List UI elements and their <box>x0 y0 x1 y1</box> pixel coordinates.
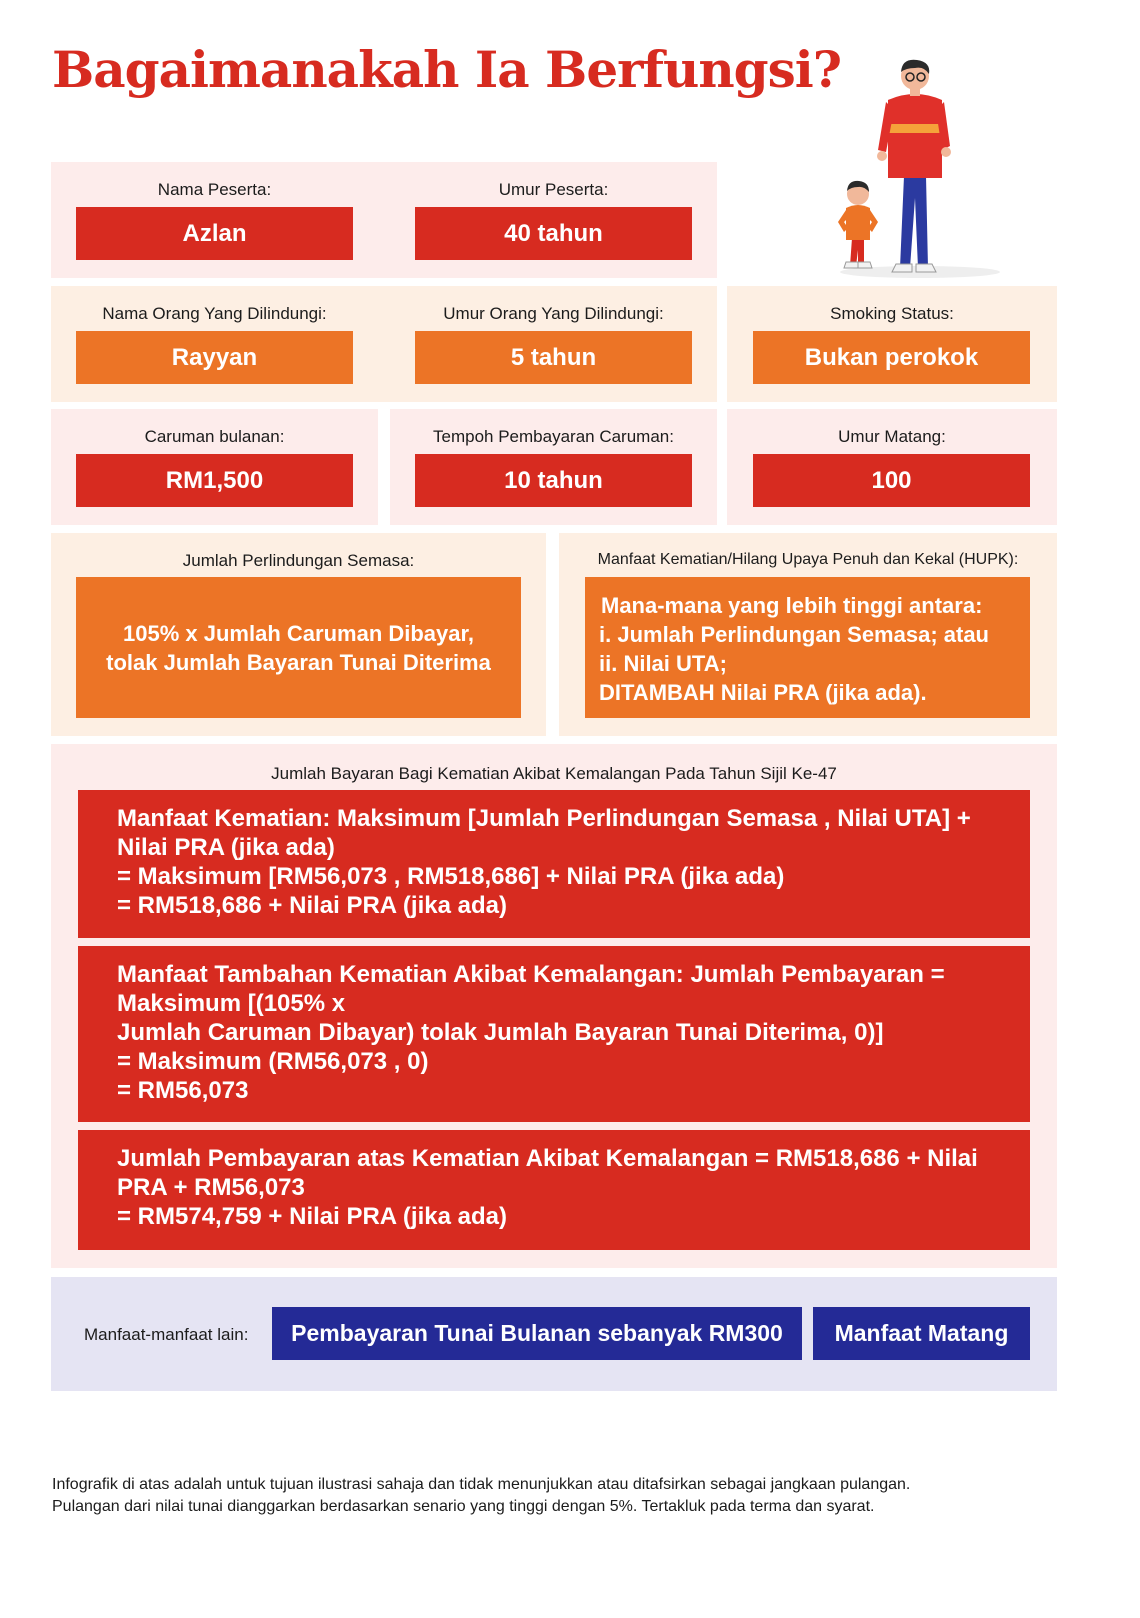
page-title: Bagaimanakah Ia Berfungsi? <box>52 40 842 99</box>
death-benefit-line: Mana-mana yang lebih tinggi antara: <box>601 593 983 618</box>
insured-age-label: Umur Orang Yang Dilindungi: <box>443 304 664 323</box>
smoking-status-panel <box>727 286 1057 402</box>
current-coverage-line: 105% x Jumlah Caruman Dibayar, <box>123 620 474 646</box>
payment-term-panel <box>390 409 717 525</box>
insured-name-value: Rayyan <box>76 331 353 384</box>
formula-line: Manfaat Kematian: Maksimum [Jumlah Perlindungan Semasa , Nilai UTA] + <box>117 805 971 832</box>
insured-name-label: Nama Orang Yang Dilindungi: <box>102 304 327 323</box>
smoking-status-value: Bukan perokok <box>753 331 1030 384</box>
monthly-contribution-value: RM1,500 <box>76 454 353 507</box>
accident-death-section <box>51 744 1057 1268</box>
death-benefit-line: DITAMBAH Nilai PRA (jika ada). <box>599 680 927 705</box>
participant-name-value: Azlan <box>76 207 353 260</box>
maturity-benefit-badge: Manfaat Matang <box>813 1307 1030 1360</box>
formula-line: = Maksimum [RM56,073 , RM518,686] + Nilai PRA (jika ada) <box>117 863 785 890</box>
payment-term-value: 10 tahun <box>415 454 692 507</box>
death-benefit-line: ii. Nilai UTA; <box>599 651 727 676</box>
formula-line: Jumlah Pembayaran atas Kematian Akibat Kemalangan = RM518,686 + Nilai <box>117 1145 978 1172</box>
current-coverage-line: tolak Jumlah Bayaran Tunai Diterima <box>106 649 491 675</box>
death-benefit-label: Manfaat Kematian/Hilang Upaya Penuh dan Kekal (HUPK): <box>597 551 1019 568</box>
total-accident-payment-box <box>78 1130 1030 1250</box>
maturity-age-value: 100 <box>753 454 1030 507</box>
monthly-contribution-label: Caruman bulanan: <box>144 427 285 446</box>
accident-section-label: Jumlah Bayaran Bagi Kematian Akibat Kemalangan Pada Tahun Sijil Ke-47 <box>271 764 837 783</box>
monthly-contribution-panel <box>51 409 378 525</box>
maturity-age-label: Umur Matang: <box>838 427 946 446</box>
disclaimer-line: Pulangan dari nilai tunai dianggarkan berdasarkan senario yang tinggi dengan 5%. Tertakluk pada terma dan syarat. <box>52 1498 875 1515</box>
smoking-status-label: Smoking Status: <box>830 304 954 323</box>
formula-line: = Maksimum (RM56,073 , 0) <box>117 1048 429 1075</box>
accident-additional-benefit-box <box>78 946 1030 1122</box>
formula-line: Maksimum [(105% x <box>117 990 346 1017</box>
maturity-age-panel <box>727 409 1057 525</box>
formula-line: = RM56,073 <box>117 1077 249 1104</box>
participant-panel <box>51 162 717 278</box>
formula-line: = RM574,759 + Nilai PRA (jika ada) <box>117 1203 507 1230</box>
formula-line: = RM518,686 + Nilai PRA (jika ada) <box>117 892 507 919</box>
formula-line: PRA + RM56,073 <box>117 1174 305 1201</box>
formula-line: Jumlah Caruman Dibayar) tolak Jumlah Bayaran Tunai Diterima, 0)] <box>117 1019 884 1046</box>
payment-term-label: Tempoh Pembayaran Caruman: <box>433 427 674 446</box>
current-coverage-label: Jumlah Perlindungan Semasa: <box>182 551 415 570</box>
father-and-son-illustration <box>830 58 1010 280</box>
other-benefits-label: Manfaat-manfaat lain: <box>84 1325 249 1344</box>
death-benefit-box <box>585 577 1030 718</box>
current-coverage-panel <box>51 533 546 736</box>
formula-line: Nilai PRA (jika ada) <box>117 834 335 861</box>
death-benefit-panel <box>559 533 1057 736</box>
participant-age-label: Umur Peserta: <box>498 180 609 199</box>
participant-name-label: Nama Peserta: <box>157 180 272 199</box>
other-benefits-panel <box>51 1277 1057 1391</box>
insured-age-value: 5 tahun <box>415 331 692 384</box>
monthly-cash-payment-badge: Pembayaran Tunai Bulanan sebanyak RM300 <box>272 1307 802 1360</box>
death-benefit-calculation-box <box>78 790 1030 938</box>
disclaimer-line: Infografik di atas adalah untuk tujuan ilustrasi sahaja dan tidak menunjukkan atau ditafsirkan sebagai jangkaan pulangan. <box>52 1476 911 1493</box>
participant-age-value: 40 tahun <box>415 207 692 260</box>
insured-panel <box>51 286 717 402</box>
formula-line: Manfaat Tambahan Kematian Akibat Kemalangan: Jumlah Pembayaran = <box>117 961 945 988</box>
death-benefit-line: i. Jumlah Perlindungan Semasa; atau <box>599 622 989 647</box>
current-coverage-formula <box>76 577 521 718</box>
disclaimer <box>52 1474 1092 1518</box>
